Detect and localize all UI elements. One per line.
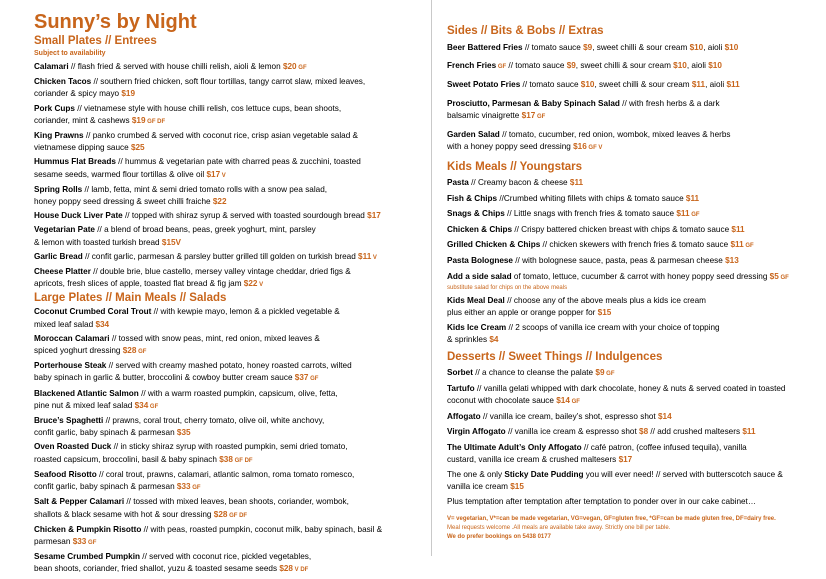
item-price: $14 [657, 412, 672, 422]
item-description-cont: shallots & black sesame with hot & sour dressing [34, 509, 214, 519]
item-description-cont: & lemon with toasted turkish bread [34, 237, 162, 247]
item-name: Tartufo [447, 383, 475, 393]
item-price: $4 [489, 335, 499, 345]
item-description: // tossed with mixed leaves, bean shoots, coriander, wombok, [124, 497, 349, 507]
menu-item [447, 383, 819, 408]
dietary-tag: GF [496, 64, 507, 71]
item-name: Prosciutto, Parmesan & Baby Spinach Salad [447, 98, 620, 108]
item-price: $11 [726, 80, 740, 90]
item-name: Grilled Chicken & Chips [447, 240, 541, 250]
item-price: $15 [510, 482, 524, 492]
item-price: $33 [176, 482, 191, 492]
item-price: $34 [95, 319, 110, 329]
item-name: Chicken Tacos [34, 77, 92, 87]
item-description-cont: vietnamese dipping sauce [34, 143, 131, 153]
menu-item [447, 295, 819, 319]
item-text: , sweet chilli & sour cream [575, 61, 674, 71]
item-price: $37 [294, 373, 309, 383]
dietary-tag: GF [190, 485, 201, 492]
item-name: The Ultimate Adult’s Only Affogato [447, 442, 582, 452]
item-text: custard, vanilla ice cream & crushed maltesers [447, 454, 619, 464]
item-name: Beer Battered Fries [447, 43, 523, 52]
item-name: Snags & Chips [447, 208, 505, 218]
item-description: // served with coconut rice, pickled vegetables, [140, 552, 312, 562]
item-description-cont: pine nut & mixed leaf salad [34, 400, 135, 410]
menu-item [447, 496, 819, 508]
item-text: , sweet chilli & sour cream [594, 80, 692, 90]
item-price: $19 [121, 89, 136, 99]
dietary-tag: V [257, 282, 264, 289]
item-price: $17 [206, 169, 221, 179]
item-text: // a chance to cleanse the palate [472, 367, 596, 377]
menu-item [447, 322, 819, 346]
menu-item [447, 469, 819, 493]
dietary-tag: GF [308, 376, 319, 383]
item-text: , aioli [705, 80, 727, 90]
dietary-tag: GF [778, 274, 789, 281]
item-description: // confit garlic, parmesan & parsley butter grilled till golden on turkish bread [82, 251, 359, 261]
item-text: // tomato sauce [520, 80, 581, 90]
item-text: // chicken skewers with french fries & tomato sauce [540, 240, 731, 250]
item-description: // with kewpie mayo, lemon & a pickled vegetable & [151, 307, 340, 317]
item-name: Coconut Crumbed Coral Trout [34, 307, 152, 317]
item-text: // café patron, (coffee infused tequila), vanilla [581, 442, 747, 452]
item-text: // Creamy bacon & cheese [468, 178, 570, 188]
item-text: , sweet chilli & sour cream [592, 43, 690, 52]
item-description: // coral trout, prawns, calamari, atlantic salmon, roma tomato romesco, [96, 469, 355, 479]
item-description-cont: roasted capsicum, broccolini, basil & baby spinach [34, 454, 220, 464]
item-description: // hummus & vegetarian pate with charred peas & zucchini, toasted [115, 157, 361, 167]
item-name: Bruce’s Spaghetti [34, 416, 104, 426]
item-description: // panko crumbed & served with coconut rice, crisp asian vegetable salad & [83, 131, 359, 141]
item-text: Plus temptation after temptation after temptation to ponder over in our cake cabinet… [447, 497, 757, 507]
item-description: // with peas, roasted pumpkin, coconut milk, baby spinach, basil & [141, 524, 383, 534]
menu-item [447, 367, 819, 380]
menu-item [34, 156, 416, 181]
dietary-tag: GF [86, 539, 97, 546]
menu-item [34, 251, 416, 264]
item-text: with a honey poppy seed dressing [447, 142, 574, 152]
item-name: Sesame Crumbed Pumpkin [34, 552, 141, 562]
sides-heading: Sides // Bits & Bobs // Extras [447, 25, 604, 37]
item-name: Oven Roasted Duck [34, 442, 112, 452]
menu-item [34, 469, 416, 494]
right-column [447, 0, 819, 542]
item-name: Salt & Pepper Calamari [34, 497, 125, 507]
item-price: $5 [769, 271, 779, 281]
item-price: $20 [282, 62, 297, 71]
item-price: $10 [580, 80, 595, 90]
sides-list [447, 42, 819, 154]
availability-note: Subject to availability [34, 50, 106, 57]
item-text: // 2 scoops of vanilla ice cream with your choice of topping [506, 323, 720, 333]
menu-item [447, 193, 819, 205]
menu-item [34, 210, 416, 222]
item-name: Kids Ice Cream [447, 323, 507, 333]
menu-item [447, 60, 819, 73]
item-text: // Crispy battered chicken breast with chips & tomato sauce [512, 225, 732, 235]
item-text: // with fresh herbs & a dark [619, 98, 720, 108]
column-divider [431, 0, 432, 556]
item-price: $10 [689, 43, 704, 52]
item-price: $13 [725, 256, 739, 266]
item-name: Garlic Bread [34, 251, 83, 261]
item-description: // with a warm roasted pumpkin, capsicum, olive, fetta, [138, 388, 338, 398]
menu-item [34, 306, 416, 330]
item-price: $15V [161, 237, 182, 247]
item-name: Virgin Affogato [447, 427, 506, 437]
item-description-cont: mixed leaf salad [34, 319, 96, 329]
menu-item [447, 98, 819, 123]
item-name: Pasta Bolognese [447, 256, 513, 266]
item-description: // tossed with snow peas, mint, red onion, mixed leaves & [109, 333, 320, 343]
menu-item [34, 360, 416, 385]
desserts-list [447, 367, 819, 509]
dietary-tag: GF [136, 349, 147, 356]
item-name: Pasta [447, 178, 469, 188]
item-name: Blackened Atlantic Salmon [34, 388, 139, 398]
item-description: // flash fried & served with house chilli relish, aioli & lemon [68, 62, 283, 71]
item-text: // tomato sauce [506, 61, 567, 71]
menu-item [447, 239, 819, 252]
item-text: // choose any of the above meals plus a kids ice cream [504, 295, 706, 305]
desserts-heading: Desserts // Sweet Things // Indulgences [447, 350, 663, 363]
item-text: // vanilla gelati whipped with dark chocolate, honey & nuts & served coated in toasted [474, 383, 786, 393]
item-price: $17 [521, 110, 536, 120]
kids-heading: Kids Meals // Youngstars [447, 161, 583, 174]
item-price: $11 [569, 178, 584, 188]
menu-item [34, 130, 416, 154]
dietary-tag: GF [604, 370, 615, 377]
dietary-tag: GF DF [227, 512, 248, 519]
item-text: // tomato sauce [522, 43, 584, 52]
menu-item [34, 441, 416, 466]
item-price: $10 [673, 61, 687, 71]
item-price: $28 [213, 509, 228, 519]
item-price: $38 [219, 454, 233, 464]
item-price: $25 [130, 143, 145, 153]
item-name: Moroccan Calamari [34, 333, 110, 343]
item-description-cont: honey poppy seed dressing & sweet chilli fraiche [34, 197, 213, 207]
menu-item [34, 266, 416, 291]
menu-item [34, 61, 416, 74]
item-text: // vanilla ice cream, bailey’s shot, espresso shot [480, 412, 658, 422]
menu-item [34, 551, 416, 576]
item-description-cont: bean shoots, coriander, fried shallot, yuzu & toasted sesame seeds [34, 564, 280, 574]
item-name: Chicken & Chips [447, 225, 513, 235]
item-description-cont: apricots, fresh slices of apple, toasted flat bread & fig jam [34, 279, 244, 289]
menu-item [447, 426, 819, 438]
item-name: Affogato [447, 412, 481, 422]
item-price: $11 [676, 208, 690, 218]
item-description: // served with creamy mashed potato, honey roasted carrots, wilted [106, 361, 352, 371]
footer [447, 515, 819, 542]
menu-item [447, 177, 819, 189]
item-price: $11 [358, 251, 372, 261]
item-text: vanilla ice cream [447, 482, 511, 492]
item-price: $28 [122, 346, 137, 356]
item-name: Sorbet [447, 367, 473, 377]
item-text: // add crushed maltesers [648, 427, 743, 437]
item-price: $11 [742, 427, 756, 437]
item-name: Porterhouse Steak [34, 361, 107, 371]
menu-item [34, 103, 416, 128]
item-price: $17 [618, 454, 633, 464]
item-text: // with bolognese sauce, pasta, peas & parmesan cheese [512, 256, 726, 266]
meal-requests-note: Meal requests welcome .All meals are available take away. Strictly one bill per table. [447, 524, 671, 531]
item-text: // Little snags with french fries & tomato sauce [504, 208, 677, 218]
item-text: // tomato, cucumber, red onion, wombok, mixed leaves & herbs [499, 130, 731, 140]
menu-item [34, 388, 416, 413]
menu-item [447, 271, 819, 292]
dietary-tag: GF DF [145, 118, 166, 125]
menu-item [447, 442, 819, 466]
item-price: $35 [176, 428, 191, 438]
item-price: $10 [708, 61, 722, 71]
menu-item [447, 79, 819, 91]
item-price: $9 [583, 43, 593, 52]
dietary-tag: GF [148, 403, 159, 410]
item-price: $22 [243, 279, 258, 289]
menu-item [447, 208, 819, 221]
item-price: $22 [212, 197, 227, 207]
large-plates-list [34, 306, 416, 576]
item-price: $11 [730, 240, 744, 250]
item-price: $34 [134, 400, 149, 410]
item-description-cont: confit garlic, baby spinach & parmesan [34, 428, 177, 438]
menu-item [34, 76, 416, 100]
item-description-cont: parmesan [34, 536, 73, 546]
menu-item [34, 333, 416, 358]
item-name: House Duck Liver Pate [34, 211, 123, 221]
item-description-cont: coriander & spicy mayo [34, 89, 122, 99]
item-description: // prawns, coral trout, cherry tomato, olive oil, white anchovy, [103, 416, 325, 426]
item-price: $8 [639, 427, 649, 437]
item-price: $10 [724, 43, 739, 52]
dietary-tag: GF [296, 65, 307, 71]
item-name: Fish & Chips [447, 193, 498, 203]
menu-item [34, 524, 416, 549]
item-name: Cheese Platter [34, 267, 91, 277]
dietary-tag: GF [743, 243, 754, 250]
dietary-tag: GF [689, 211, 700, 218]
dietary-tag: V [220, 172, 226, 179]
item-text: The one & only [447, 470, 505, 480]
menu-item [447, 255, 819, 267]
item-text: // vanilla ice cream & espresso shot [505, 427, 640, 437]
item-name: French Fries [447, 61, 497, 71]
menu-item [447, 129, 819, 154]
item-name: Sticky Date Pudding [504, 470, 584, 480]
item-text: , aioli [703, 43, 725, 52]
item-text: coconut with chocolate sauce [447, 396, 557, 406]
menu-item [447, 42, 819, 54]
item-price: $17 [367, 211, 381, 221]
item-text: //Crumbed whiting fillets with chips & tomato sauce [497, 193, 686, 203]
item-price: $9 [566, 61, 576, 71]
item-note: substitute salad for chips on the above meals [447, 284, 568, 291]
page-title: Sunny’s by Night [34, 11, 197, 33]
item-name: King Prawns [34, 131, 84, 141]
menu-item [34, 496, 416, 521]
dietary-tag: GF [535, 113, 546, 120]
item-price: $16 [573, 142, 587, 152]
dietary-tag: GF DF [232, 457, 253, 464]
item-text: plus either an apple or orange popper for [447, 308, 598, 318]
item-description-cont: sesame seeds, warmed flour tortillas & olive oil [34, 169, 207, 179]
item-price: $11 [691, 80, 706, 90]
kids-list [447, 177, 819, 346]
menu-item [34, 224, 416, 248]
item-text: of tomato, lettuce, cucumber & carrot with honey poppy seed dressing [511, 271, 770, 281]
dietary-legend: V= vegetarian, V*=can be made vegetarian, VG=vegan, GF=gluten free, *GF=can be made gluten free, DF=dairy free. [447, 515, 776, 522]
item-name: Hummus Flat Breads [34, 157, 116, 167]
item-price: $15 [597, 308, 612, 318]
small-plates-list [34, 61, 416, 291]
item-name: Add a side salad [447, 271, 512, 281]
menu-item [447, 224, 819, 236]
item-description: // southern fried chicken, soft flour tortillas, tangy carrot slaw, mixed leaves, [91, 77, 366, 87]
item-name: Pork Cups [34, 103, 75, 113]
left-column [34, 0, 416, 579]
item-text: you will ever need! // served with butterscotch sauce & [583, 470, 783, 480]
menu-item [447, 411, 819, 423]
item-text: , aioli [686, 61, 709, 71]
item-description-cont: confit garlic, baby spinach & parmesan [34, 482, 177, 492]
dietary-tag: V [371, 254, 377, 261]
item-text: balsamic vinaigrette [447, 110, 522, 120]
item-description: // lamb, fetta, mint & semi dried tomato rolls with a snow pea salad, [82, 184, 328, 194]
item-description-cont: baby spinach in garlic & butter, broccolini & cowboy butter cream sauce [34, 373, 295, 383]
item-price: $11 [731, 225, 745, 235]
item-name: Garden Salad [447, 130, 500, 140]
item-description-cont: spiced yoghurt dressing [34, 346, 123, 356]
menu-item [34, 415, 416, 439]
item-name: Vegetarian Pate [34, 225, 95, 235]
item-price: $9 [595, 367, 605, 377]
item-price: $19 [131, 115, 146, 125]
small-plates-heading: Small Plates // Entrees [34, 35, 157, 47]
item-price: $14 [556, 396, 570, 406]
item-description: // in sticky shiraz syrup with roasted pumpkin, semi dried tomato, [111, 442, 348, 452]
item-description-cont: coriander, mint & cashews [34, 115, 132, 125]
item-name: Kids Meal Deal [447, 295, 505, 305]
item-name: Chicken & Pumpkin Risotto [34, 524, 142, 534]
item-description: // a blend of broad beans, peas, greek yoghurt, mint, parsley [94, 225, 316, 235]
item-description: // topped with shiraz syrup & served with toasted sourdough bread [122, 211, 368, 221]
large-plates-heading: Large Plates // Main Meals // Salads [34, 292, 227, 305]
item-description: // double brie, blue castello, mersey valley vintage cheddar, dried figs & [90, 267, 351, 277]
item-name: Spring Rolls [34, 184, 83, 194]
item-name: Sweet Potato Fries [447, 80, 521, 90]
item-text: & sprinkles [447, 335, 490, 345]
item-description: // vietnamese style with house chilli relish, cos lettuce cups, bean shoots, [74, 103, 342, 113]
menu-item [34, 184, 416, 208]
item-price: $28 [279, 564, 293, 574]
item-price: $11 [685, 193, 700, 203]
dietary-tag: GF V [586, 145, 603, 152]
item-name: Calamari [34, 62, 69, 71]
item-name: Seafood Risotto [34, 469, 97, 479]
item-price: $33 [72, 536, 87, 546]
dietary-tag: V DF [292, 567, 309, 574]
dietary-tag: GF [569, 399, 580, 406]
bookings-note: We do prefer bookings on 5438 0177 [447, 533, 551, 540]
